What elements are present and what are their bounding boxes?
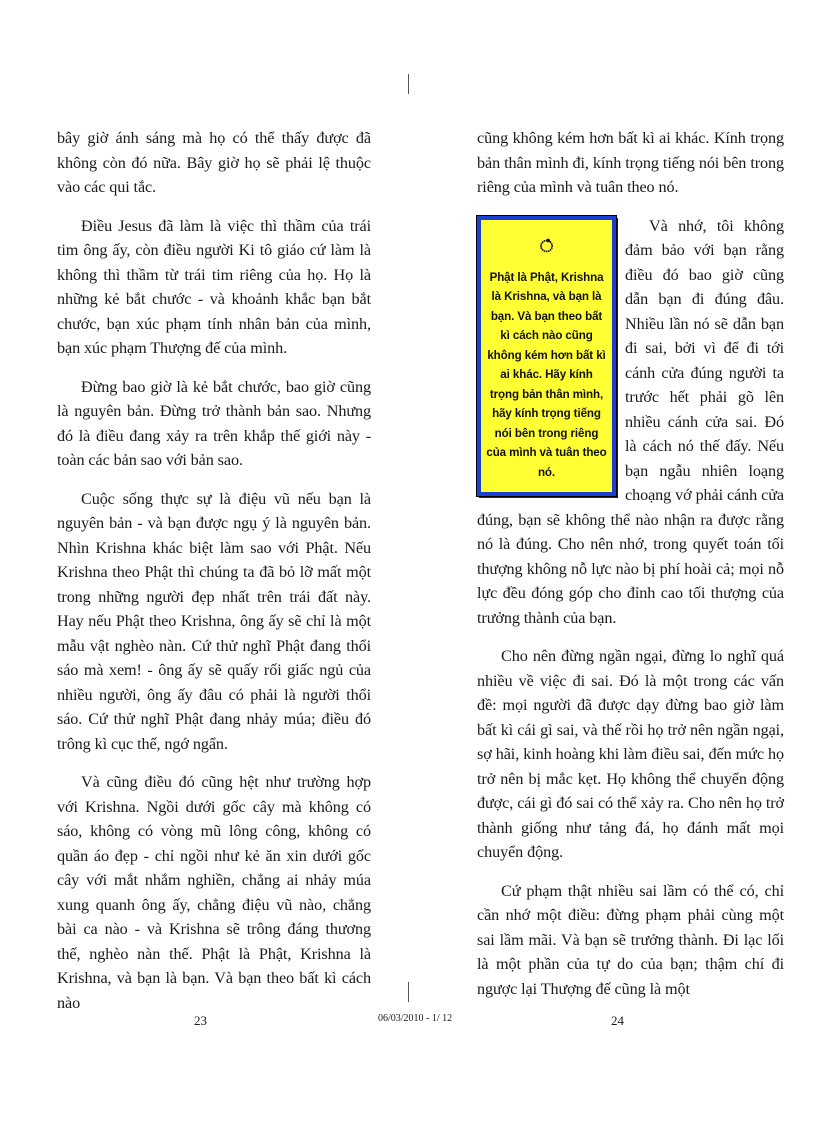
right-paragraph-4: Cứ phạm thật nhiều sai lầm có thể có, chỉ cần nhớ một điều: đừng phạm phải cùng một sai lầm mãi. Và bạn sẽ trưởng thành. Đi lạc lối là một phần của tự do của bạn; thậm chí đi ngược lại Thượng đế cũng là một xyxy=(477,881,784,998)
page-divider-top xyxy=(408,74,409,94)
right-paragraph-1: cũng không kém hơn bất kì ai khác. Kính trọng bản thân mình đi, kính trọng tiếng nói bên trong riêng của mình và tuân theo nó. xyxy=(477,129,784,196)
left-page-column xyxy=(57,126,371,1015)
right-paragraph-3: Cho nên đừng ngần ngại, đừng lo nghĩ quá nhiều về việc đi sai. Đó là một trong các vấn đề: mọi người đã được dạy đừng bao giờ làm bất kì cái gì sai, và thế rồi họ trở nên ngần ngại, sợ hãi, kinh hoàng khi làm điều sai, đến mức họ trở nên bị mắc kẹt. Họ không thể chuyển động được, cái gì đó sai có thể xảy ra. Cho nên họ trở thành giống như tảng đá, họ đánh mất mọi chuyển động. xyxy=(477,647,784,861)
left-page-number: 23 xyxy=(194,1013,207,1028)
right-paragraph-2: Và nhớ, tôi không đảm bảo với bạn rằng điều đó bao giờ cũng dẫn bạn đi đúng đâu. Nhiều lần nó sẽ dẫn bạn đi sai, bởi vì để đi tới cánh cửa đúng người ta trước hết phải gõ lên nhiều cánh cửa sai. Đó là cách nó thế đấy. Nếu bạn ngẫu nhiên loạng choạng vớ phải cánh cửa đúng, bạn sẽ không thể nào nhận ra được rằng nó là đúng. Cho nên nhớ, trong quyết toán tối thượng không nỗ lực nào bị phí hoài cả; mọi nỗ lực đều đóng góp cho đỉnh cao tối thượng của trưởng thành của bạn. xyxy=(477,216,784,627)
pull-quote-box xyxy=(477,216,616,497)
right-page-number: 24 xyxy=(611,1013,624,1028)
right-page-column xyxy=(477,126,784,1001)
left-paragraph-1: bây giờ ánh sáng mà họ có thể thấy được đã không còn đó nữa. Bây giờ họ sẽ phải lệ thuộc vào các qui tắc. xyxy=(57,129,371,196)
left-paragraph-5: Và cũng điều đó cũng hệt như trường hợp với Krishna. Ngồi dưới gốc cây mà không có sáo, không có vòng mũ lông công, không có quần áo đẹp - chỉ ngồi như kẻ ăn xin dưới gốc cây với mắt nhắm nghiền, chẳng ai nhảy múa xung quanh ông ấy, chẳng điệu vũ nào, chẳng bài ca nào - và Krishna sẽ trông đáng thương thế, nghèo nàn thế. Phật là Phật, Krishna là Krishna, và bạn là bạn. Và bạn theo bất kì cách nào xyxy=(57,773,371,1012)
left-paragraph-3: Đừng bao giờ là kẻ bắt chước, bao giờ cũng là nguyên bản. Đừng trở thành bản sao. Nhưng đó là điều đang xảy ra trên khắp thế giới này - toàn các bản sao với bản sao. xyxy=(57,377,371,469)
left-paragraph-2: Điều Jesus đã làm là việc thì thầm của trái tim ông ấy, còn điều người Ki tô giáo cứ làm là không thì thầm từ trái tim riêng của họ. Họ là những kẻ bắt chước - và khoảnh khắc bạn bắt chước, bạn xúc phạm tính nhân bản của mình, bạn xúc phạm Thượng đế của mình. xyxy=(57,216,371,357)
footer-date: 06/03/2010 - 1/ 12 xyxy=(378,1013,453,1024)
left-paragraph-4: Cuộc sống thực sự là điệu vũ nếu bạn là nguyên bản - và bạn được ngụ ý là nguyên bản. Nhìn Krishna khác biệt làm sao với Phật. Nếu Krishna theo Phật thì chúng ta đã bỏ lỡ mất một trong những người đẹp nhất trên trái đất này. Hay nếu Phật theo Krishna, ông ấy sẽ chỉ là một mẫu vật nghèo nàn. Cứ thử nghĩ Phật đang thổi sáo mà xem! - ông ấy sẽ quấy rối giấc ngủ của nhiều người, ông ấy đâu có phải là người thổi sáo. Cứ thử nghĩ Phật đang nhảy múa; điều đó trông kì cục thế, ngớ ngẩn. xyxy=(57,489,371,753)
pull-quote-text: Phật là Phật, Krishna là Krishna, và bạn là bạn. Và bạn theo bất kì cách nào cũng không kém hơn bất kì ai khác. Hãy kính trọng bản thân mình, hãy kính trọng tiếng nói bên trong riêng của mình và tuân theo nó. xyxy=(486,270,607,479)
page-divider-bottom xyxy=(408,982,409,1002)
ornament-icon: ഀ xyxy=(539,236,554,256)
